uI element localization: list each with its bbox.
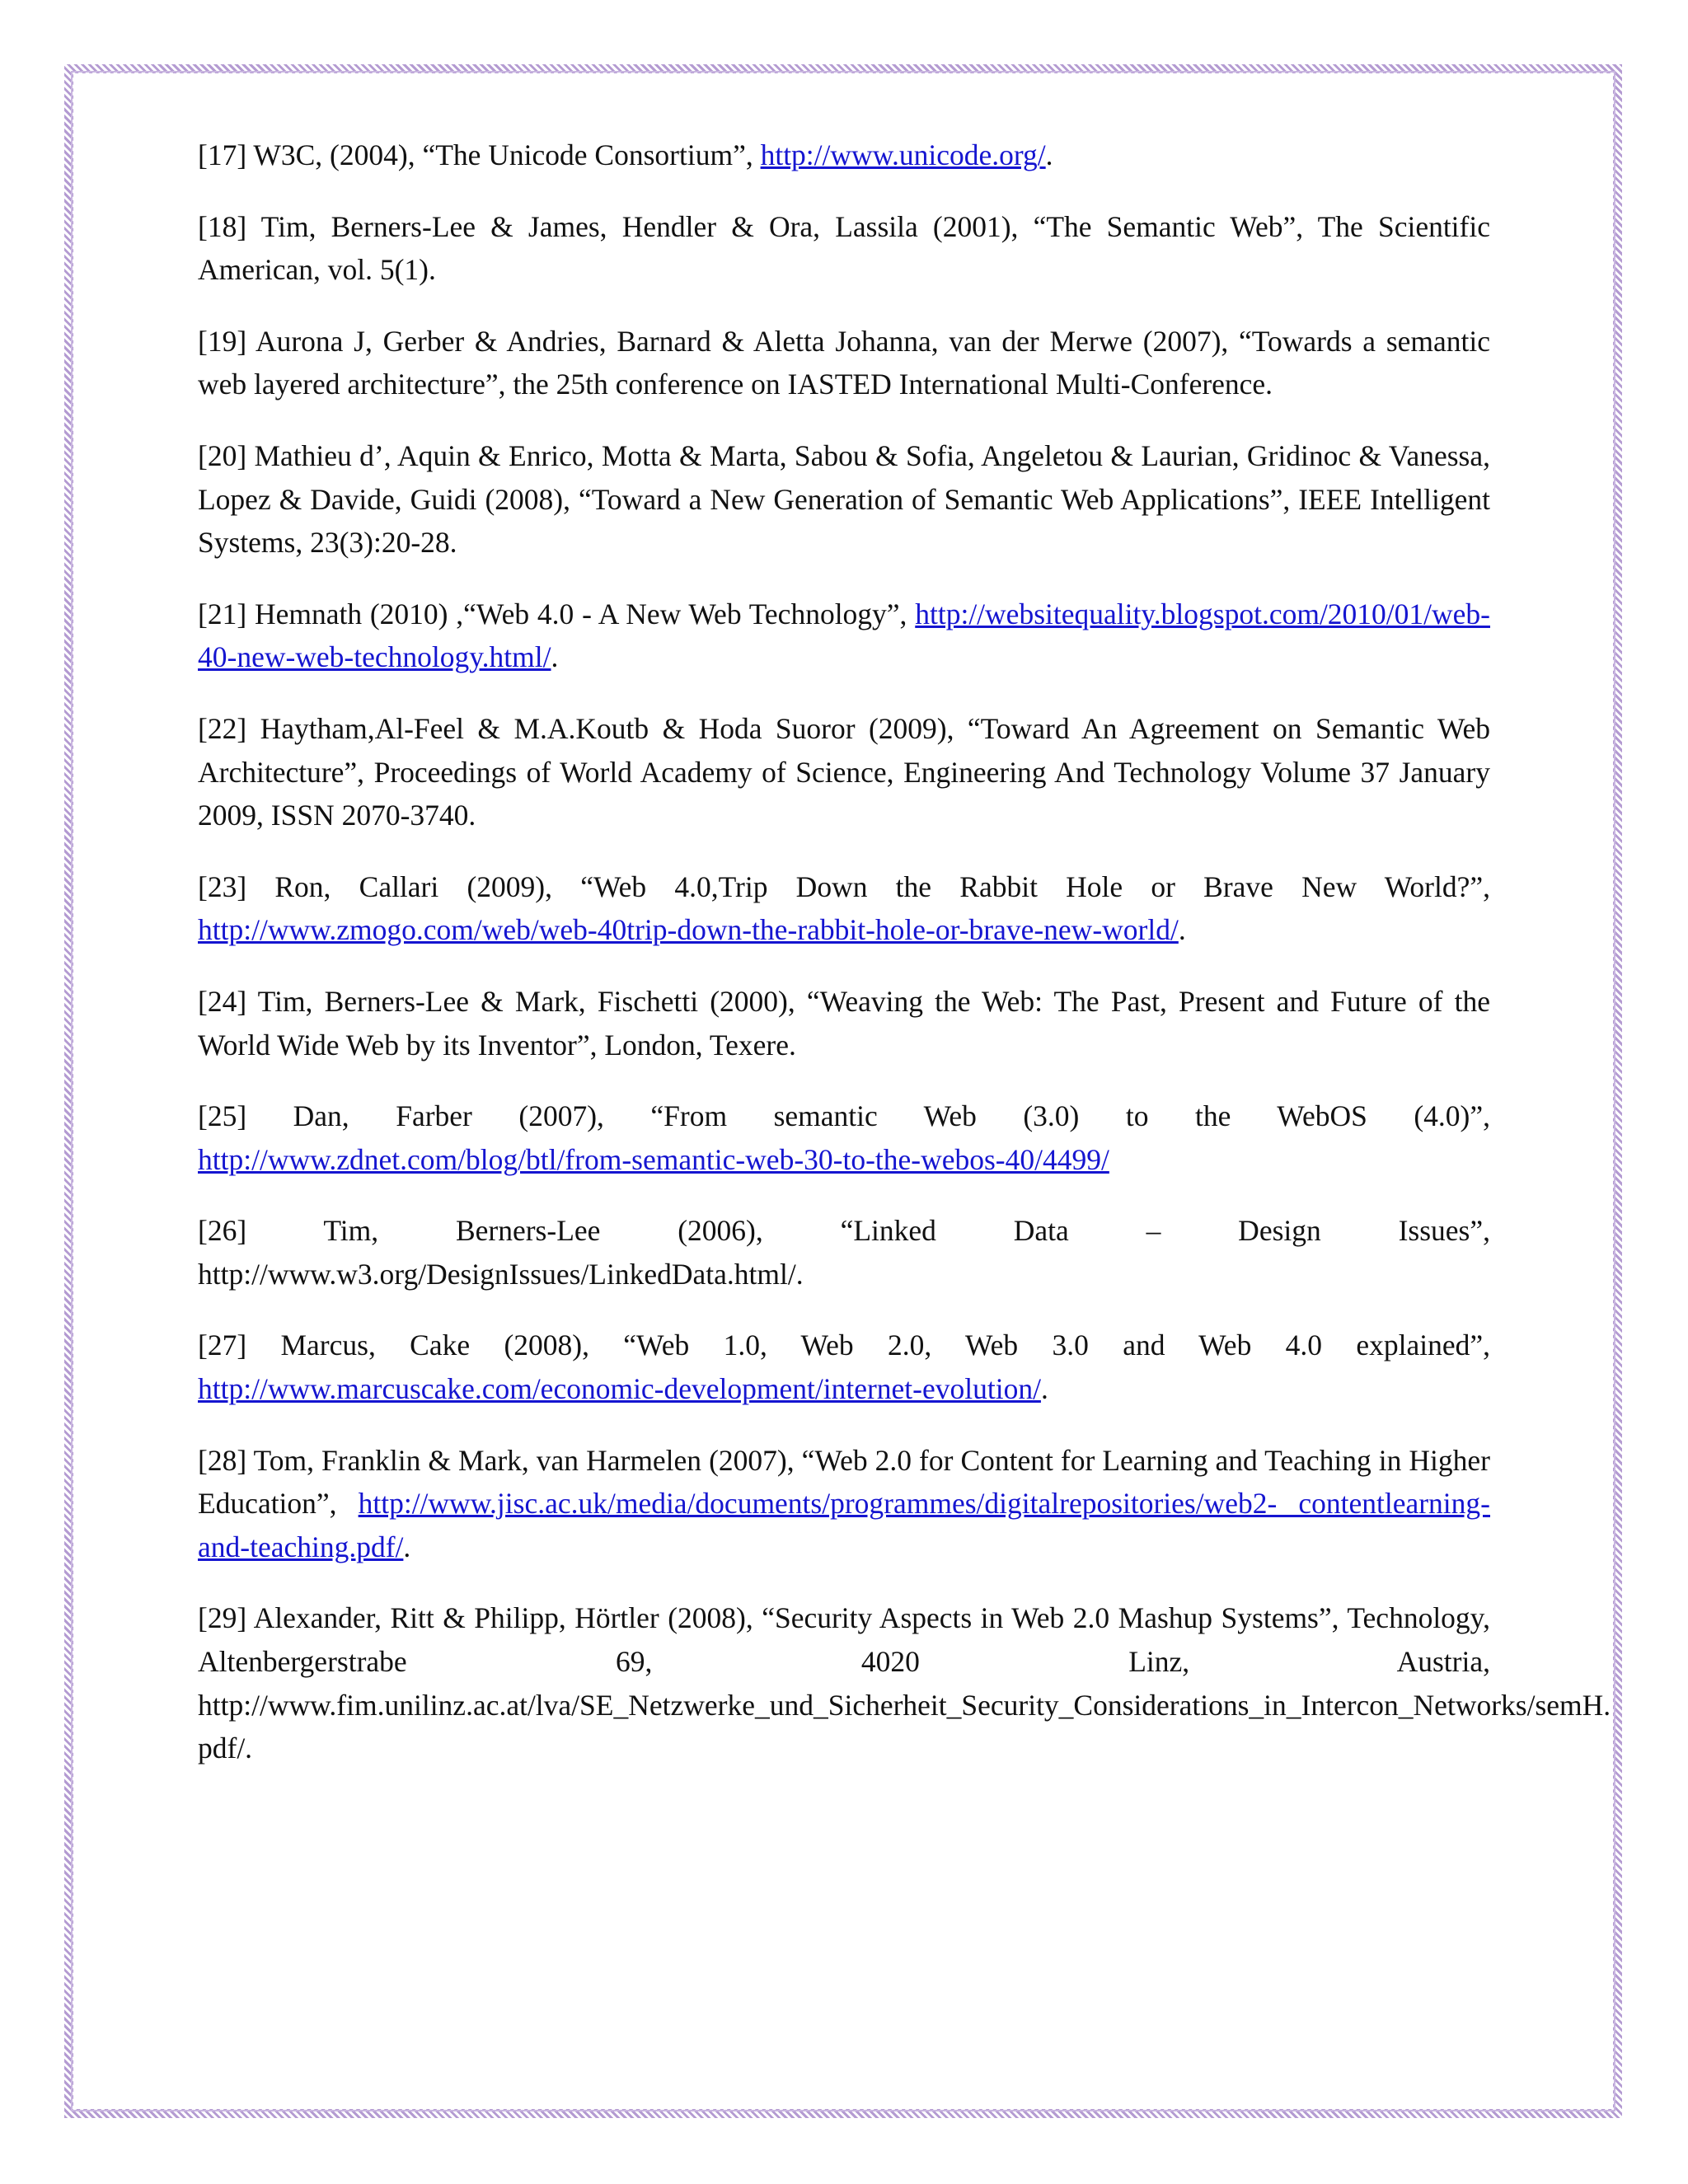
reference-20 bbox=[198, 434, 1490, 565]
reference-29 bbox=[198, 1596, 1611, 1769]
reference-text: [17] W3C, (2004), “The Unicode Consortium”, bbox=[198, 138, 761, 171]
reference-text: [29] Alexander, Ritt & Philipp, Hörtler (2008), “Security Aspects in Web 2.0 Mashup Systems”, Technology, Altenbergerstrabe 69, 4020 Linz, Austria, http://www.fim.unilinz.ac.at/lva/SE_Netzwerke_und_Sicherheit_Security_Considerations_in_Intercon_Networks/semH. pdf/. bbox=[198, 1601, 1611, 1765]
reference-text: [27] Marcus, Cake (2008), “Web 1.0, Web 2.0, Web 3.0 and Web 4.0 explained”, bbox=[198, 1329, 1490, 1362]
reference-link[interactable]: http://www.marcuscake.com/economic-development/internet-evolution/ bbox=[198, 1372, 1041, 1406]
reference-link[interactable]: http://www.unicode.org/ bbox=[760, 138, 1046, 171]
reference-text: [23] Ron, Callari (2009), “Web 4.0,Trip Down the Rabbit Hole or Brave New World?”, bbox=[198, 869, 1490, 903]
reference-text: [20] Mathieu d’, Aquin & Enrico, Motta & Marta, Sabou & Sofia, Angeletou & Laurian, Gridinoc & Vanessa, Lopez & Davide, Guidi (2008), “Toward a New Generation of Semantic Web Applications”, IEEE Intelligent Systems, 23(3):20-28. bbox=[198, 438, 1490, 560]
reference-tail: . bbox=[1045, 138, 1053, 171]
reference-21 bbox=[198, 593, 1490, 679]
reference-text: [25] Dan, Farber (2007), “From semantic Web (3.0) to the WebOS (4.0)”, bbox=[198, 1099, 1490, 1133]
reference-28 bbox=[198, 1439, 1490, 1569]
reference-text: [19] Aurona J, Gerber & Andries, Barnard & Aletta Johanna, van der Merwe (2007), “Towards a semantic web layered architecture”, the 25th conference on IASTED International Multi-Conference. bbox=[198, 324, 1490, 401]
reference-link[interactable]: http://www.zmogo.com/web/web-40trip-down-the-rabbit-hole-or-brave-new-world/ bbox=[198, 913, 1179, 947]
reference-link[interactable]: http://www.jisc.ac.uk/media/documents/programmes/digitalrepositories/web2- contentlearning-and-teaching.pdf/ bbox=[198, 1487, 1490, 1563]
reference-tail: . bbox=[403, 1530, 411, 1563]
reference-19 bbox=[198, 320, 1490, 406]
reference-link[interactable]: http://websitequality.blogspot.com/2010/01/web-40-new-web-technology.html/ bbox=[198, 597, 1490, 674]
reference-text: [28] Tom, Franklin & Mark, van Harmelen (2007), “Web 2.0 for Content for Learning and Teaching in Higher Education”, bbox=[198, 1443, 1490, 1521]
reference-text: [26] Tim, Berners-Lee (2006), “Linked Data – Design Issues”, http://www.w3.org/DesignIssues/LinkedData.html/. bbox=[198, 1214, 1490, 1291]
reference-tail: . bbox=[1040, 1372, 1048, 1406]
reference-27 bbox=[198, 1324, 1490, 1410]
reference-23 bbox=[198, 865, 1490, 952]
reference-text: [24] Tim, Berners-Lee & Mark, Fischetti (2000), “Weaving the Web: The Past, Present and Future of the World Wide Web by its Inventor”, London, Texere. bbox=[198, 984, 1490, 1062]
reference-text: [21] Hemnath (2010) ,“Web 4.0 - A New Web Technology”, bbox=[198, 597, 916, 630]
reference-link[interactable]: http://www.zdnet.com/blog/btl/from-semantic-web-30-to-the-webos-40/4499/ bbox=[198, 1142, 1109, 1176]
reference-text: [18] Tim, Berners-Lee & James, Hendler & Ora, Lassila (2001), “The Semantic Web”, The Scientific American, vol. 5(1). bbox=[198, 209, 1490, 287]
reference-text: [22] Haytham,Al-Feel & M.A.Koutb & Hoda Suoror (2009), “Toward An Agreement on Semantic Web Architecture”, Proceedings of World Academy of Science, Engineering And Technology Volume 37 January 2009, ISSN 2070-3740. bbox=[198, 711, 1490, 832]
reference-list bbox=[198, 134, 1611, 1798]
reference-17 bbox=[198, 134, 1490, 177]
reference-25 bbox=[198, 1094, 1490, 1181]
reference-26 bbox=[198, 1209, 1490, 1296]
reference-18 bbox=[198, 205, 1490, 292]
reference-22 bbox=[198, 707, 1490, 837]
reference-24 bbox=[198, 980, 1490, 1066]
reference-tail: . bbox=[1178, 913, 1186, 947]
reference-tail: . bbox=[551, 640, 559, 674]
